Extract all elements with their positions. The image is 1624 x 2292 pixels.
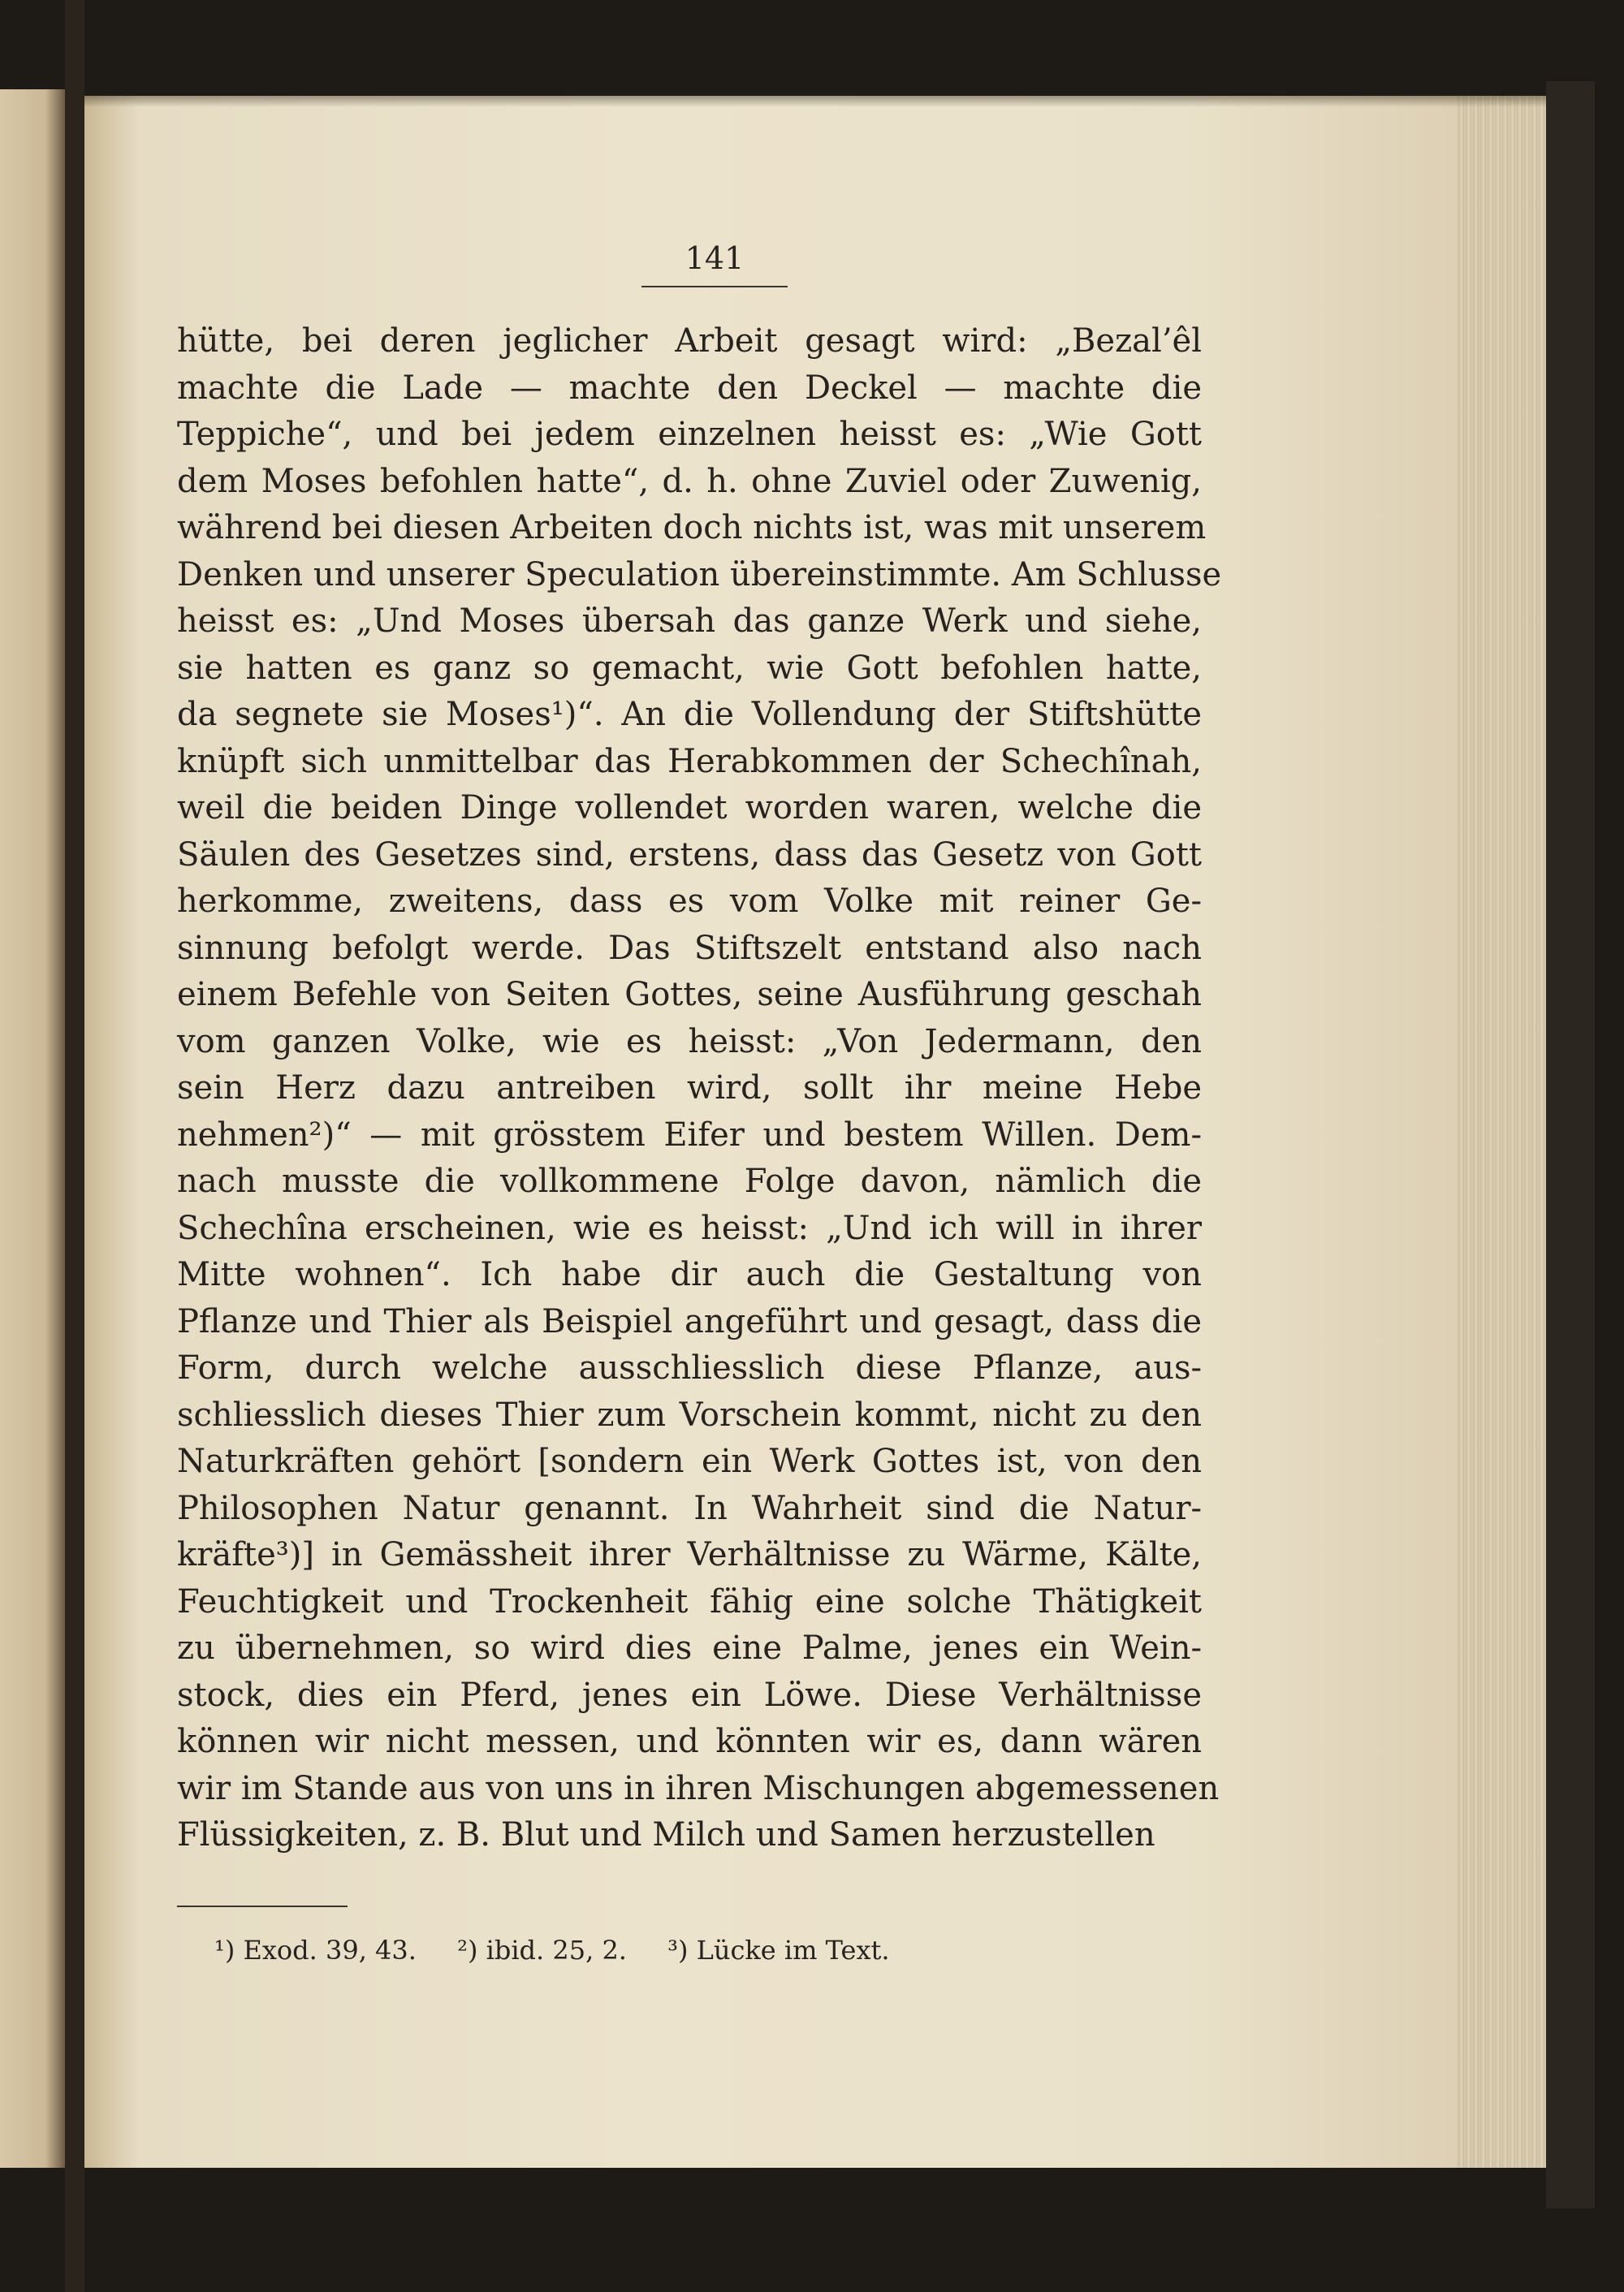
text-line: während bei diesen Arbeiten doch nichts ist, was mit unserem (177, 509, 1207, 546)
footnote: ¹) Exod. 39, 43. (214, 1935, 417, 1966)
text-line: nach musste die vollkommene Folge davon, nämlich die (177, 1163, 1202, 1200)
text-line: vom ganzen Volke, wie es heisst: „Von Jedermann, den (177, 1022, 1202, 1060)
text-line: Naturkräften gehört [sondern ein Werk Gottes ist, von den (177, 1443, 1202, 1480)
header-rule (641, 286, 788, 287)
text-line: hütte, bei deren jeglicher Arbeit gesagt wird: „Bezal’êl (177, 322, 1202, 360)
adjacent-page-edge (0, 89, 65, 2168)
text-line: dem Moses befohlen hatte“, d. h. ohne Zuviel oder Zuwenig, (177, 462, 1202, 500)
footnote: ²) ibid. 25, 2. (457, 1935, 627, 1966)
page-shadow (84, 96, 1546, 107)
text-line: weil die beiden Dinge vollendet worden waren, welche die (177, 789, 1202, 827)
book-cover-left (65, 0, 84, 2292)
footnote-rule (177, 1906, 348, 1907)
text-line: Philosophen Natur genannt. In Wahrheit sind die Natur- (177, 1489, 1202, 1527)
page-number: 141 (685, 240, 745, 276)
text-line: Denken und unserer Speculation übereinstimmte. Am Schlusse (177, 555, 1222, 594)
text-line: stock, dies ein Pferd, jenes ein Löwe. Diese Verhältnisse (177, 1676, 1202, 1714)
text-line: Feuchtigkeit und Trockenheit fähig eine solche Thätigkeit (177, 1582, 1202, 1621)
text-line: Säulen des Gesetzes sind, erstens, dass das Gesetz von Gott (177, 835, 1202, 874)
text-line: einem Befehle von Seiten Gottes, seine Ausführung geschah (177, 976, 1202, 1013)
text-line: herkomme, zweitens, dass es vom Volke mit reiner Ge- (177, 883, 1202, 920)
text-line: nehmen²)“ — mit grösstem Eifer und bestem Willen. Dem- (177, 1116, 1202, 1154)
text-line: kräfte³)] in Gemässheit ihrer Verhältnisse zu Wärme, Kälte, (177, 1536, 1202, 1573)
text-line: wir im Stande aus von uns in ihren Mischungen abgemessenen (177, 1769, 1220, 1807)
text-line: sie hatten es ganz so gemacht, wie Gott befohlen hatte, (177, 649, 1202, 687)
text-line: Form, durch welche ausschliesslich diese Pflanze, aus- (177, 1349, 1202, 1387)
page-stack-edge (1457, 96, 1546, 2168)
text-line: Pflanze und Thier als Beispiel angeführt und gesagt, dass die (177, 1302, 1202, 1340)
text-line: zu übernehmen, so wird dies eine Palme, jenes ein Wein- (177, 1629, 1202, 1667)
text-line: da segnete sie Moses¹)“. An die Vollendung der Stiftshütte (177, 696, 1202, 733)
body-text (177, 318, 1222, 1859)
footnotes (214, 1935, 922, 1966)
text-line: Flüssigkeiten, z. B. Blut und Milch und Samen herzustellen (177, 1816, 1155, 1854)
text-line: schliesslich dieses Thier zum Vorschein kommt, nicht zu den (177, 1396, 1202, 1434)
text-line: Mitte wohnen“. Ich habe dir auch die Gestaltung von (177, 1256, 1202, 1293)
text-line: sinnung befolgt werde. Das Stiftszelt entstand also nach (177, 929, 1202, 967)
text-line: Schechîna erscheinen, wie es heisst: „Und ich will in ihrer (177, 1209, 1202, 1247)
text-line: sein Herz dazu antreiben wird, sollt ihr meine Hebe (177, 1069, 1202, 1107)
text-line: heisst es: „Und Moses übersah das ganze Werk und siehe, (177, 602, 1202, 640)
text-line: können wir nicht messen, und könnten wir es, dann wären (177, 1723, 1202, 1760)
book-cover-right (1546, 81, 1595, 2208)
footnote: ³) Lücke im Text. (667, 1935, 890, 1966)
text-line: knüpft sich unmittelbar das Herabkommen der Schechînah, (177, 742, 1202, 780)
text-line: machte die Lade — machte den Deckel — machte die (177, 369, 1202, 407)
text-line: Teppiche“, und bei jedem einzelnen heisst es: „Wie Gott (177, 416, 1202, 453)
